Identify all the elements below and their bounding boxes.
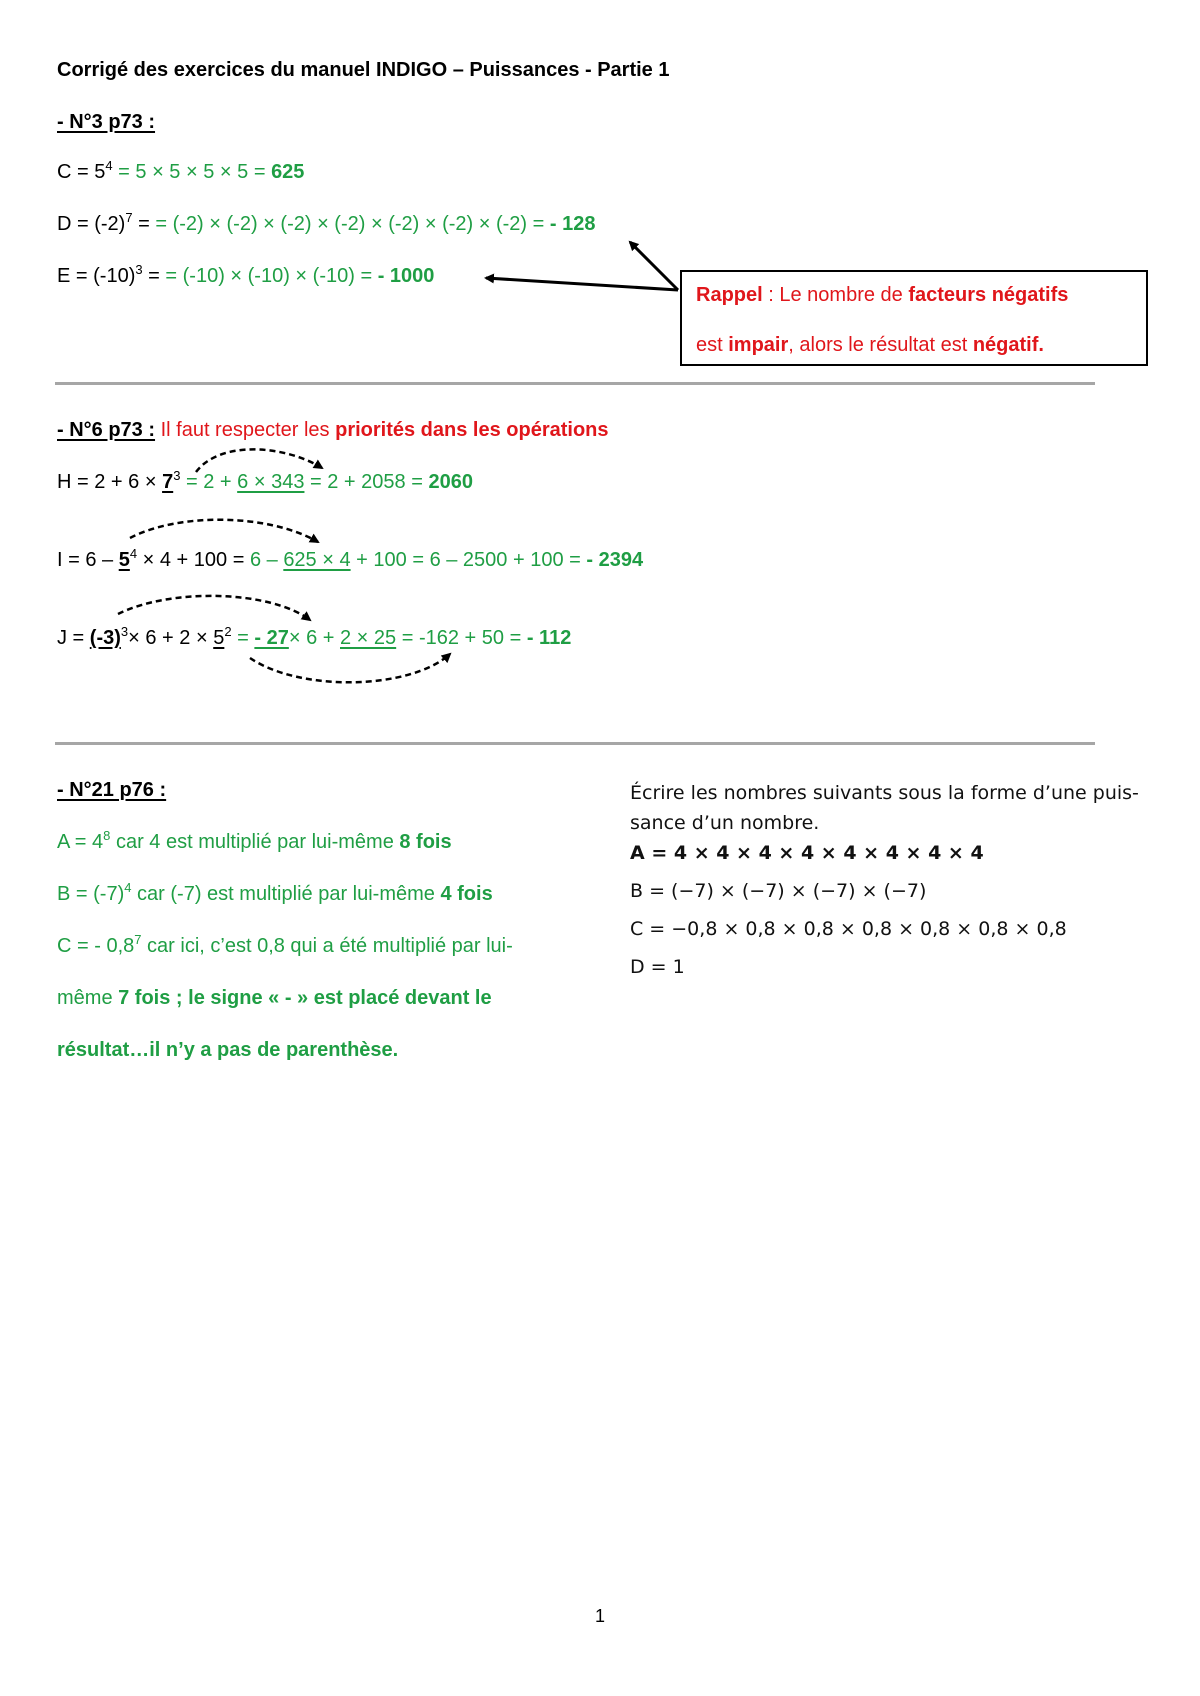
ex6-line-i: $I = 6 - 5^4 \times 4 + 100 = 6 - 625 \times 4 + 100 = 6 - 2500 + 100$ = - 2394 bbox=[57, 546, 644, 571]
divider-2 bbox=[55, 742, 1095, 745]
j-dashed-arrow-bottom bbox=[250, 654, 450, 682]
excerpt-instruction-2: sance d’un nombre. bbox=[630, 812, 820, 834]
rappel-arrow-to-e bbox=[486, 278, 678, 290]
i-dashed-arrow bbox=[130, 520, 318, 542]
ex6-line-h: $H = 2 + 6 \times 7^3 = 2 + 6 \times 343 = 2 + 2058 = 2060$ bbox=[57, 468, 473, 493]
textbook-excerpt bbox=[630, 778, 1170, 982]
h-dashed-arrow bbox=[196, 449, 322, 472]
excerpt-instruction-1: Écrire les nombres suivants sous la forme d’une puis- bbox=[630, 782, 1139, 804]
ex3-line-d: $D = (-2)^7$ = = (-2) × (-2) × (-2) × (-2) × (-2) × (-2) × (-2) = - 128 bbox=[57, 210, 596, 235]
ex21-line-c3: résultat…il n’y a pas de parenthèse. bbox=[57, 1039, 399, 1061]
page-number: 1 bbox=[594, 1606, 605, 1626]
rappel-line-1: Rappel : Le nombre de facteurs négatifs bbox=[696, 284, 1069, 306]
ex21-line-c1: C = - $0,8^7$ car ici, c’est 0,8 qui a été multiplié par lui- bbox=[57, 932, 513, 957]
excerpt-d: D = 1 bbox=[630, 956, 685, 978]
excerpt-b: B = (−7) × (−7) × (−7) × (−7) bbox=[630, 880, 927, 902]
j-dashed-arrow-top bbox=[118, 596, 310, 620]
rappel-box bbox=[680, 270, 1148, 366]
ex21-line-c2: même 7 fois ; le signe « - » est placé devant le bbox=[57, 987, 492, 1009]
ex3-heading: - N°3 p73 : bbox=[57, 111, 156, 133]
page-title: Corrigé des exercices du manuel INDIGO – Puissances - Partie 1 bbox=[57, 59, 670, 81]
ex3-line-e: $E = (-10)^3$ = = (-10) × (-10) × (-10) = - 1000 bbox=[57, 262, 435, 287]
divider-1 bbox=[55, 382, 1095, 385]
rappel-arrow-to-d bbox=[630, 242, 678, 290]
excerpt-c: C = −0,8 × 0,8 × 0,8 × 0,8 × 0,8 × 0,8 × 0,8 bbox=[630, 918, 1067, 940]
ex6-line-j: $J = (-3)^3\times 6 + 2 \times 5^2$ = - 27× 6 + 2 × 25 = -162 + 50 = - 112 bbox=[57, 624, 572, 649]
rappel-line-2: est impair, alors le résultat est négatif. bbox=[696, 334, 1044, 356]
ex21-line-a: $A = 4^8$ car 4 est multiplié par lui-même 8 fois bbox=[57, 828, 452, 853]
ex6-heading: - N°6 p73 : Il faut respecter les priorités dans les opérations bbox=[57, 419, 609, 441]
ex21-line-b: $B = (-7)^4$ car (-7) est multiplié par lui-même 4 fois bbox=[57, 880, 493, 905]
ex3-line-c: $C = 5^4 = 5 \times 5 \times 5 \times 5 = 625$ bbox=[57, 158, 305, 183]
ex21-heading: - N°21 p76 : bbox=[57, 779, 167, 801]
excerpt-a: A = 4 × 4 × 4 × 4 × 4 × 4 × 4 × 4 bbox=[630, 842, 984, 864]
